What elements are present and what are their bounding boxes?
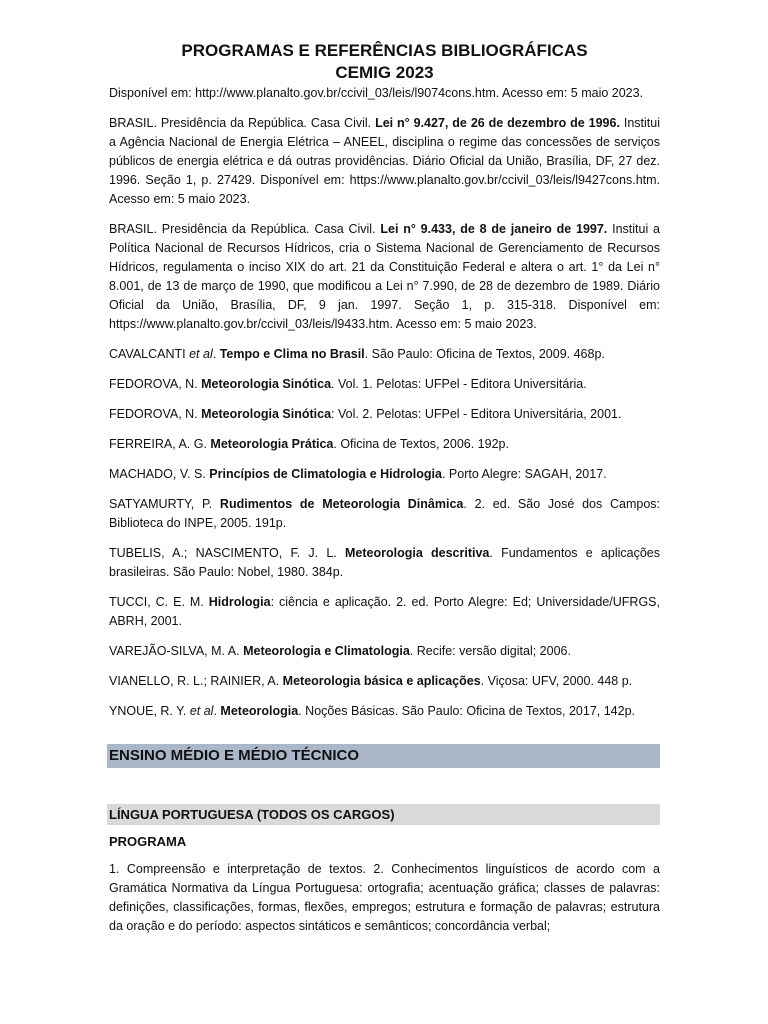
reference-author: FEDOROVA, N. xyxy=(109,377,202,391)
document-page xyxy=(109,40,660,721)
reference-details: . Oficina de Textos, 2006. 192p. xyxy=(333,437,509,451)
reference-title: Meteorologia xyxy=(220,704,299,718)
reference-author: FEDOROVA, N. xyxy=(109,407,202,421)
reference-details: . Viçosa: UFV, 2000. 448 p. xyxy=(480,674,633,688)
reference-separator: . xyxy=(212,347,220,361)
section-heading: ENSINO MÉDIO E MÉDIO TÉCNICO xyxy=(107,744,660,768)
reference-author: SATYAMURTY, P. xyxy=(109,497,220,511)
reference-title: Meteorologia básica e aplicações xyxy=(282,674,481,688)
reference-entry xyxy=(109,495,660,533)
document-title-line2: CEMIG 2023 xyxy=(335,63,434,82)
reference-title: Lei n° 9.433, de 8 de janeiro de 1997. xyxy=(380,222,608,236)
reference-et-al: et al xyxy=(189,347,213,361)
reference-title: Meteorologia Prática xyxy=(210,437,334,451)
reference-entry xyxy=(109,345,660,364)
reference-entry xyxy=(109,544,660,582)
reference-entry xyxy=(109,672,660,691)
reference-entry xyxy=(109,593,660,631)
reference-title: Hidrologia xyxy=(208,595,271,609)
reference-author: VIANELLO, R. L.; RAINIER, A. xyxy=(109,674,283,688)
reference-author: BRASIL. Presidência da República. Casa Civil. xyxy=(109,222,381,236)
reference-separator: . xyxy=(213,704,221,718)
reference-entry xyxy=(109,405,660,424)
reference-title: Princípios de Climatologia e Hidrologia xyxy=(209,467,442,481)
reference-details: . Porto Alegre: SAGAH, 2017. xyxy=(441,467,607,481)
reference-details: Institui a Agência Nacional de Energia Elétrica – ANEEL, disciplina o regime das concessões de serviços públicos de energia elétrica e dá outras providências. Diário Oficial da União, Brasília, DF, 27 dez. 1996. Seção 1, p. 27429. Disponível em: https://www.planalto.gov.br/ccivil_03/leis/l9427cons.htm. Acesso em: 5 maio 2023. xyxy=(109,116,660,206)
reference-details: . Noções Básicas. São Paulo: Oficina de Textos, 2017, 142p. xyxy=(298,704,635,718)
reference-entry xyxy=(109,220,660,334)
reference-details: . 2. ed. São José dos Campos: Biblioteca do INPE, 2005. 191p. xyxy=(109,497,660,530)
reference-details: : Vol. 2. Pelotas: UFPel - Editora Universitária, 2001. xyxy=(331,407,622,421)
reference-et-al: et al xyxy=(189,704,214,718)
reference-entry xyxy=(109,465,660,484)
reference-title: Rudimentos de Meteorologia Dinâmica xyxy=(219,497,464,511)
reference-entry xyxy=(109,114,660,209)
reference-details: . Vol. 1. Pelotas: UFPel - Editora Universitária. xyxy=(331,377,587,391)
programa-label: PROGRAMA xyxy=(109,834,187,849)
reference-title: Meteorologia descritiva xyxy=(345,546,490,560)
reference-author: VAREJÃO-SILVA, M. A. xyxy=(109,644,244,658)
reference-title: Meteorologia e Climatologia xyxy=(243,644,410,658)
reference-author: YNOUE, R. Y. xyxy=(109,704,190,718)
reference-text: Disponível em: http://www.planalto.gov.br/ccivil_03/leis/l9074cons.htm. Acesso em: 5 maio 2023. xyxy=(109,86,644,100)
reference-title: Lei n° 9.427, de 26 de dezembro de 1996. xyxy=(375,116,620,130)
reference-details: . Recife: versão digital; 2006. xyxy=(409,644,571,658)
reference-author: MACHADO, V. S. xyxy=(109,467,210,481)
document-title-line1: PROGRAMAS E REFERÊNCIAS BIBLIOGRÁFICAS xyxy=(181,41,588,60)
reference-details: Institui a Política Nacional de Recursos Hídricos, cria o Sistema Nacional de Gerenciamento de Recursos Hídricos, regulamenta o inciso XIX do art. 21 da Constituição Federal e altera o art. 1° da Lei n° 8.001, de 13 de março de 1990, que modificou a Lei n° 7.990, de 28 de dezembro de 1989. Diário Oficial da União, Brasília, DF, 9 jan. 1997. Seção 1, p. 315-318. Disponível em: https://www.planalto.gov.br/ccivil_03/leis/l9433.htm. Acesso em: 5 maio 2023. xyxy=(109,222,660,331)
programa-text: 1. Compreensão e interpretação de textos. 2. Conhecimentos linguísticos de acordo com a Gramática Normativa da Língua Portuguesa: ortografia; acentuação gráfica; classes de palavras: definições, classificações, formas, flexões, empregos; estrutura e formação de palavras; estrutura da oração e do período: aspectos sintáticos e semânticos; concordância verbal; xyxy=(109,862,660,933)
reference-entry xyxy=(109,435,660,454)
reference-title: Meteorologia Sinótica xyxy=(201,407,332,421)
reference-entry xyxy=(109,375,660,394)
reference-details: . Fundamentos e aplicações brasileiras. São Paulo: Nobel, 1980. 384p. xyxy=(109,546,661,579)
reference-details: . São Paulo: Oficina de Textos, 2009. 468p. xyxy=(364,347,605,361)
reference-author: TUCCI, C. E. M. xyxy=(109,595,209,609)
reference-entry xyxy=(109,702,660,721)
reference-author: FERREIRA, A. G. xyxy=(109,437,211,451)
reference-title: Meteorologia Sinótica xyxy=(201,377,332,391)
reference-author: TUBELIS, A.; NASCIMENTO, F. J. L. xyxy=(109,546,345,560)
reference-entry xyxy=(109,84,660,103)
reference-title: Tempo e Clima no Brasil xyxy=(219,347,365,361)
reference-details: : ciência e aplicação. 2. ed. Porto Alegre: Ed; Universidade/UFRGS, ABRH, 2001. xyxy=(109,595,660,628)
reference-author: BRASIL. Presidência da República. Casa Civil. xyxy=(109,116,376,130)
reference-entry xyxy=(109,642,660,661)
subsection-heading: LÍNGUA PORTUGUESA (TODOS OS CARGOS) xyxy=(107,804,660,825)
reference-author: CAVALCANTI xyxy=(109,347,190,361)
